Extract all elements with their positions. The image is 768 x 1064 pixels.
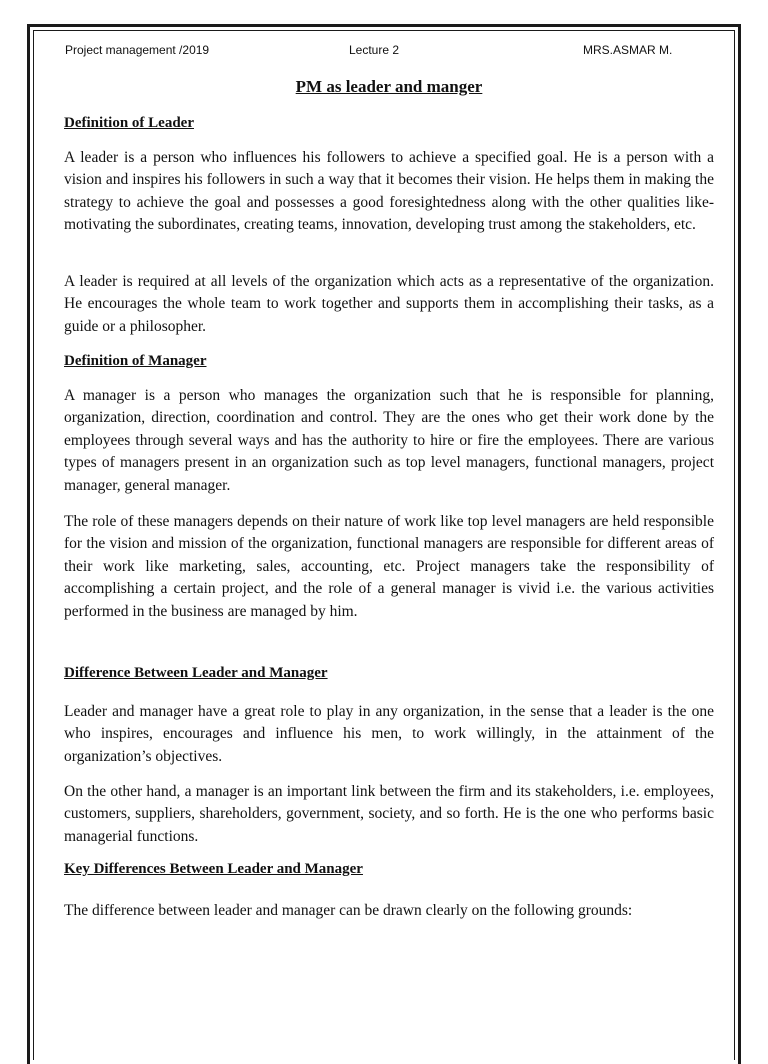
header-course: Project management /2019 [65,43,210,57]
page-header [0,43,768,61]
header-author: MRS.ASMAR M. [583,43,673,57]
heading-difference: Difference Between Leader and Manager [64,665,328,681]
heading-definition-leader: Definition of Leader [64,115,194,131]
paragraph-leader-definition: A leader is a person who influences his followers to achieve a specified goal. He is a person with a vision and inspires his followers in such a way that it becomes their vision. He helps them in making the strategy to achieve the goal and possesses a good foresightedness along with the other qualities like- motivating the subordinates, creating teams, innovation, developing trust among the stakeholders, etc. [64,149,714,234]
heading-key-differences: Key Differences Between Leader and Manager [64,861,363,877]
paragraph-leader-role: A leader is required at all levels of the organization which acts as a representative of the organization. He encourages the whole team to work together and supports them in accomplishing their tasks, as a guide or a philosopher. [64,273,714,335]
paragraph-difference-manager: On the other hand, a manager is an important link between the firm and its stakeholders, i.e. employees, customers, suppliers, shareholders, government, society, and so forth. He is the one who performs basic managerial functions. [64,783,714,845]
page-title: PM as leader and manger [295,77,483,96]
paragraph-key-differences: The difference between leader and manager can be drawn clearly on the following grounds: [64,902,633,919]
heading-definition-manager: Definition of Manager [64,353,207,369]
header-lecture: Lecture 2 [349,43,400,57]
paragraph-manager-definition: A manager is a person who manages the organization such that he is responsible for planning, organization, direction, coordination and control. They are the ones who get their work done by the employees through several ways and has the authority to hire or fire the employees. There are various types of managers present in an organization such as top level managers, functional managers, project manager, general manager. [64,387,714,494]
paragraph-difference-leader: Leader and manager have a great role to play in any organization, in the sense that a leader is the one who inspires, encourages and influence his men, to work willingly, in the attainment of the organization’s objectives. [64,703,714,765]
paragraph-manager-role: The role of these managers depends on their nature of work like top level managers are held responsible for the vision and mission of the organization, functional managers are responsible for different areas of their work like marketing, sales, accounting, etc. Project managers take the responsibility of accomplishing a certain project, and the role of a general manager is vivid i.e. the various activities performed in the business are managed by him. [64,513,714,620]
